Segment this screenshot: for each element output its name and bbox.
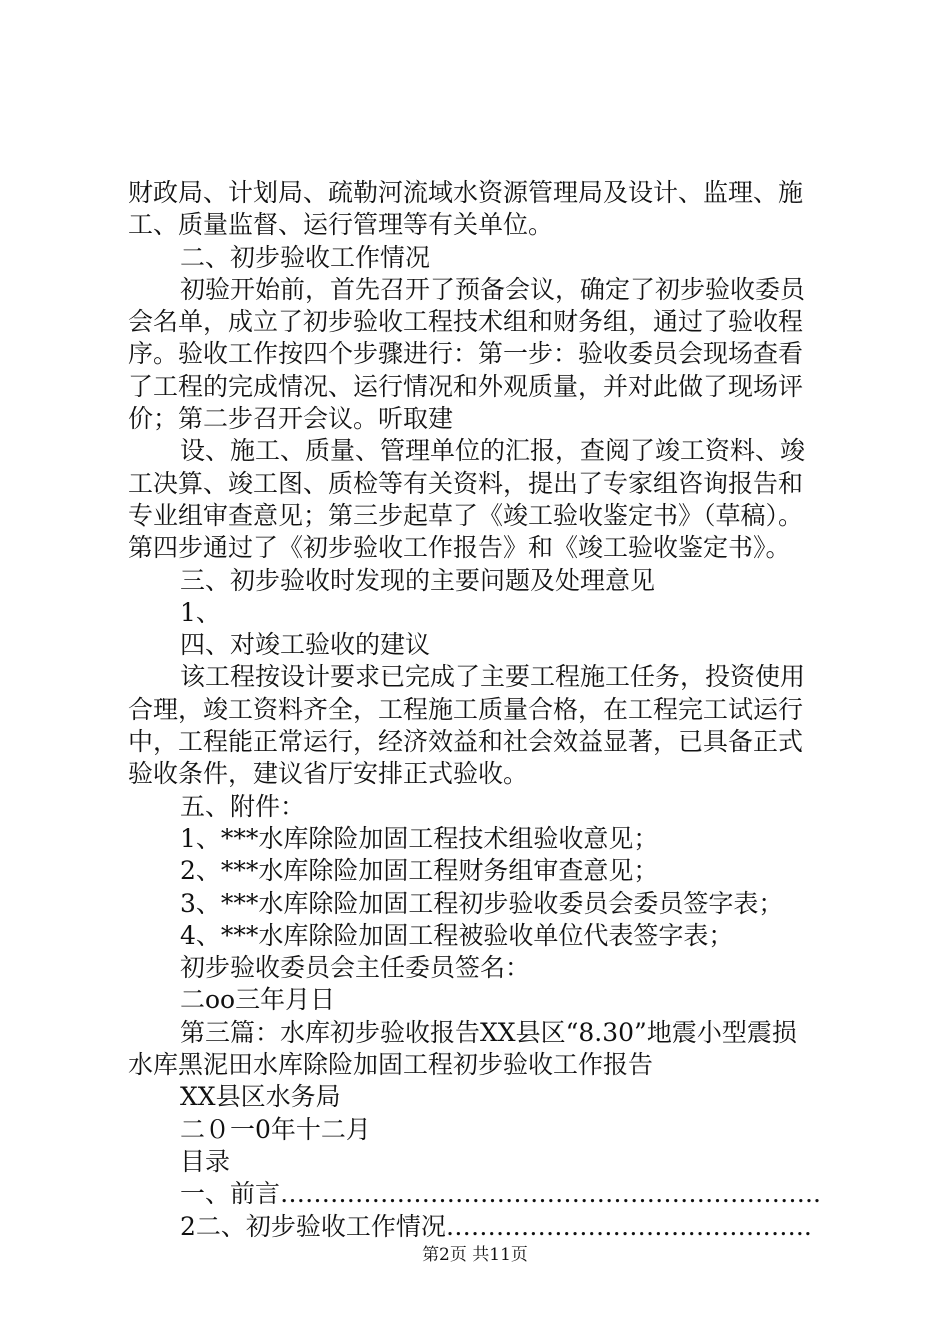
chapter-title: 第三篇：水库初步验收报告XX县区“8.30”地震小型震损 — [180, 1017, 797, 1047]
issuer-line: XX县区水务局 — [180, 1082, 341, 1112]
paragraph-line: 验收条件，建议省厅安排正式验收。 — [128, 759, 529, 789]
section-heading: 五、附件： — [180, 791, 306, 821]
paragraph-line: 工、质量监督、运行管理等有关单位。 — [128, 210, 554, 240]
section-heading: 二、初步验收工作情况 — [180, 242, 431, 272]
section-heading: 三、初步验收时发现的主要问题及处理意见 — [180, 565, 656, 595]
paragraph-line: 第四步通过了《初步验收工作报告》和《竣工验收鉴定书》。 — [128, 533, 791, 563]
date-line: 二oo三年月日 — [180, 985, 336, 1015]
paragraph-line: 中，工程能正常运行，经济效益和社会效益显著，已具备正式 — [128, 727, 804, 757]
toc-entry: 2二、初步验收工作情况…………………………………….. — [180, 1211, 812, 1241]
paragraph-line: 财政局、计划局、疏勒河流域水资源管理局及设计、监理、施 — [128, 178, 804, 207]
list-item: 3、***水库除险加固工程初步验收委员会委员签字表； — [180, 888, 784, 918]
paragraph-line: 序。验收工作按四个步骤进行：第一步：验收委员会现场查看 — [128, 339, 804, 369]
date-line: 二０一0年十二月 — [180, 1114, 371, 1144]
paragraph-line: 工决算、竣工图、质检等有关资料，提出了专家组咨询报告和 — [128, 468, 804, 498]
document-body — [128, 177, 838, 1243]
paragraph-line: 会名单，成立了初步验收工程技术组和财务组，通过了验收程 — [128, 307, 804, 337]
paragraph-line: 该工程按设计要求已完成了主要工程施工任务，投资使用 — [180, 662, 806, 692]
toc-heading: 目录 — [180, 1146, 231, 1176]
signature-line: 初步验收委员会主任委员签名： — [180, 953, 531, 983]
section-heading: 四、对竣工验收的建议 — [180, 630, 431, 660]
chapter-title: 水库黑泥田水库除险加固工程初步验收工作报告 — [128, 1050, 654, 1080]
paragraph-line: 初验开始前，首先召开了预备会议，确定了初步验收委员 — [180, 274, 806, 304]
paragraph-line: 了工程的完成情况、运行情况和外观质量，并对此做了现场评 — [128, 371, 804, 401]
list-item: 1、***水库除险加固工程技术组验收意见； — [180, 823, 659, 853]
paragraph-line: 设、施工、质量、管理单位的汇报，查阅了竣工资料、竣 — [180, 436, 806, 466]
paragraph-line: 专业组审查意见；第三步起草了《竣工验收鉴定书》（草稿）。 — [128, 500, 804, 530]
paragraph-line: 合理，竣工资料齐全，工程施工质量合格，在工程完工试运行 — [128, 694, 804, 724]
toc-entry: 一、前言……………………………………………………….. — [180, 1179, 821, 1209]
list-item: 4、***水库除险加固工程被验收单位代表签字表； — [180, 920, 734, 950]
list-item: 1、 — [180, 597, 221, 627]
paragraph-line: 价；第二步召开会议。听取建 — [128, 404, 454, 434]
list-item: 2、***水库除险加固工程财务组审查意见； — [180, 856, 659, 886]
page-number-footer: 第2页 共11页 — [422, 1245, 528, 1265]
